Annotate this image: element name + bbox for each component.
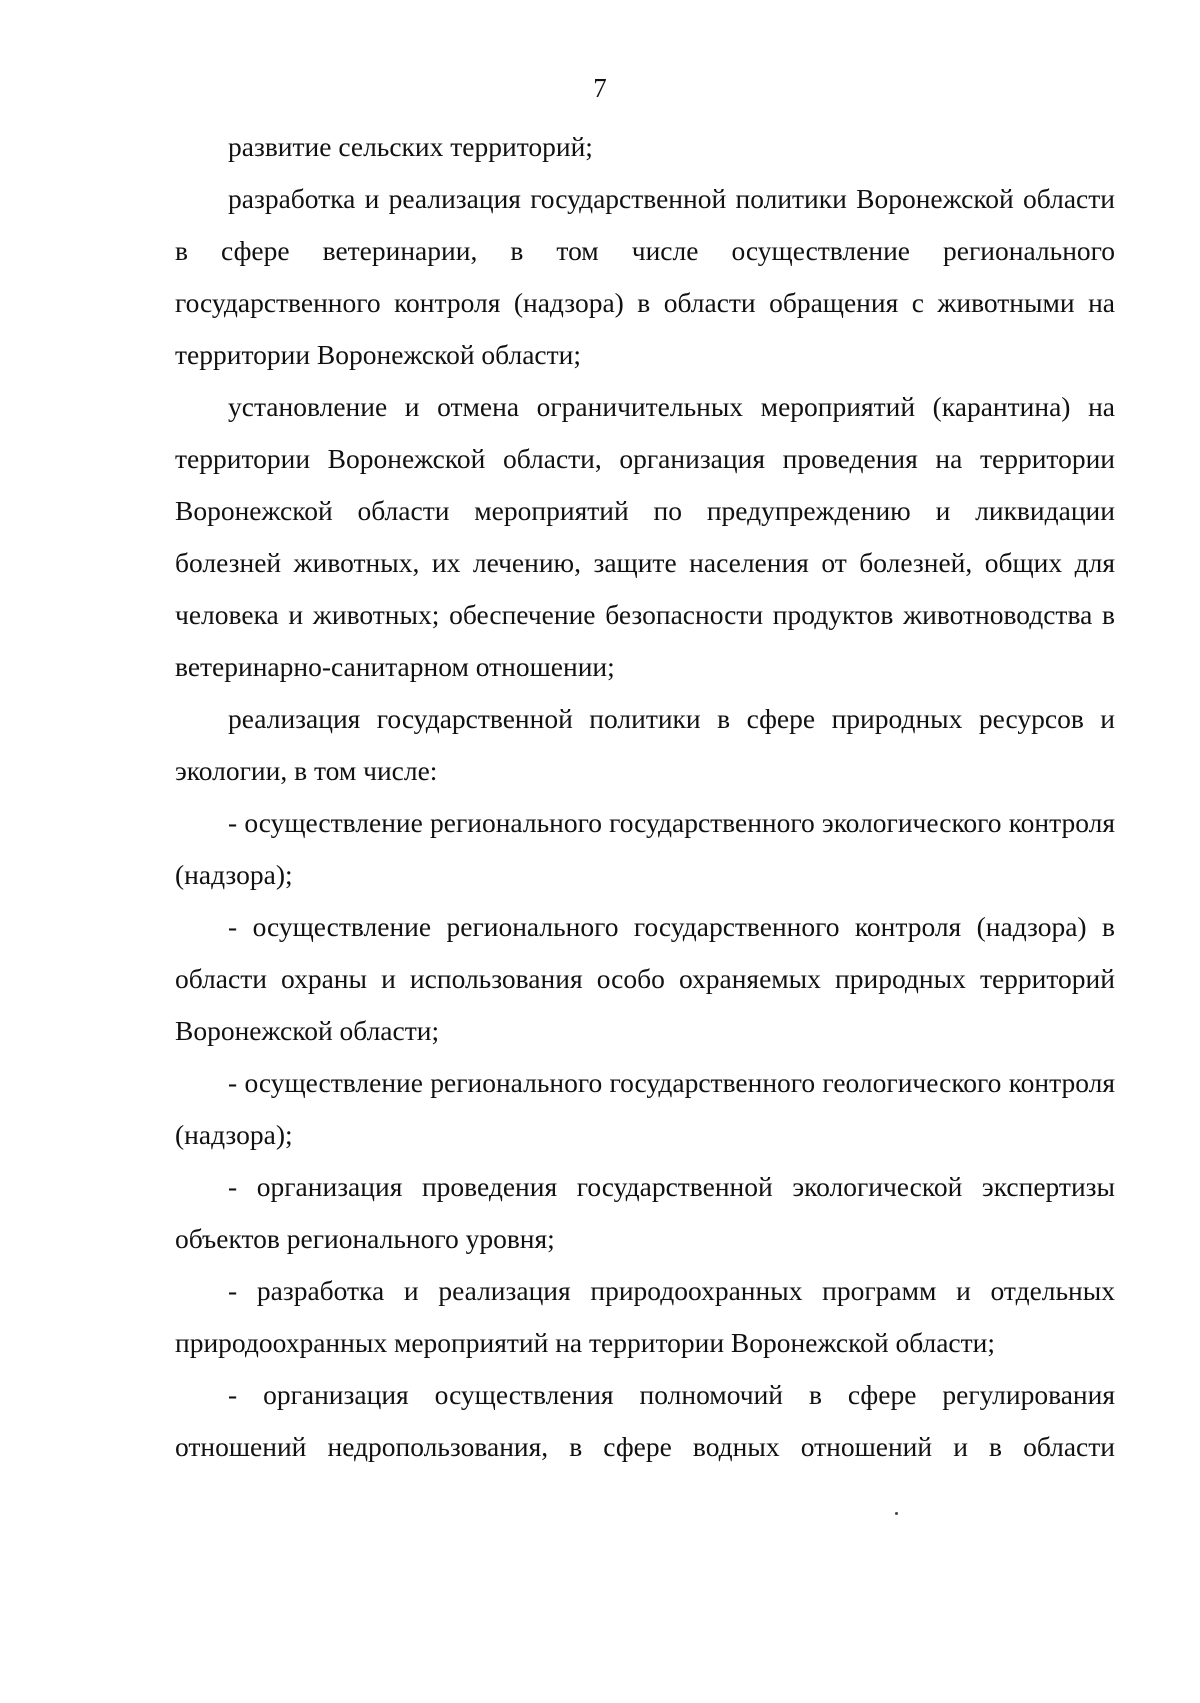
paragraph-rural-development: развитие сельских территорий; (228, 131, 593, 162)
paragraph-natural-resources-policy: реализация государственной политики в сфере природных ресурсов и экологии, в том числе: (175, 703, 1115, 786)
document-body (175, 121, 1115, 1473)
paragraph-quarantine-measures: установление и отмена ограничительных мероприятий (карантина) на территории Воронежской области, организация проведения на территории Воронежской области мероприятий по предупреждению и ликвидации болезней животных, их лечению, защите населения от болезней, общих для человека и животных; обеспечение безопасности продуктов животноводства в ветеринарно-санитарном отношении; (175, 391, 1115, 682)
list-item-geological-control: - осуществление регионального государственного геологического контроля (надзора); (175, 1067, 1115, 1150)
list-item-protected-areas-control: - осуществление регионального государственного контроля (надзора) в области охраны и использования особо охраняемых природных территорий Воронежской области; (175, 911, 1115, 1046)
list-item-subsoil-water-powers: - организация осуществления полномочий в сфере регулирования отношений недропользования, в сфере водных отношений и в области (175, 1379, 1115, 1462)
list-item-ecological-expertise: - организация проведения государственной экологической экспертизы объектов регионального уровня; (175, 1171, 1115, 1254)
list-item-ecological-control: - осуществление регионального государственного экологического контроля (надзора); (175, 807, 1115, 890)
scan-dot-mark (895, 1512, 898, 1515)
paragraph-veterinary-policy: разработка и реализация государственной политики Воронежской области в сфере ветеринарии, в том числе осуществление регионального государственного контроля (надзора) в области обращения с животными на территории Воронежской области; (175, 183, 1115, 370)
page-number: 7 (593, 73, 607, 103)
list-item-environmental-programs: - разработка и реализация природоохранных программ и отдельных природоохранных мероприятий на территории Воронежской области; (175, 1275, 1115, 1358)
